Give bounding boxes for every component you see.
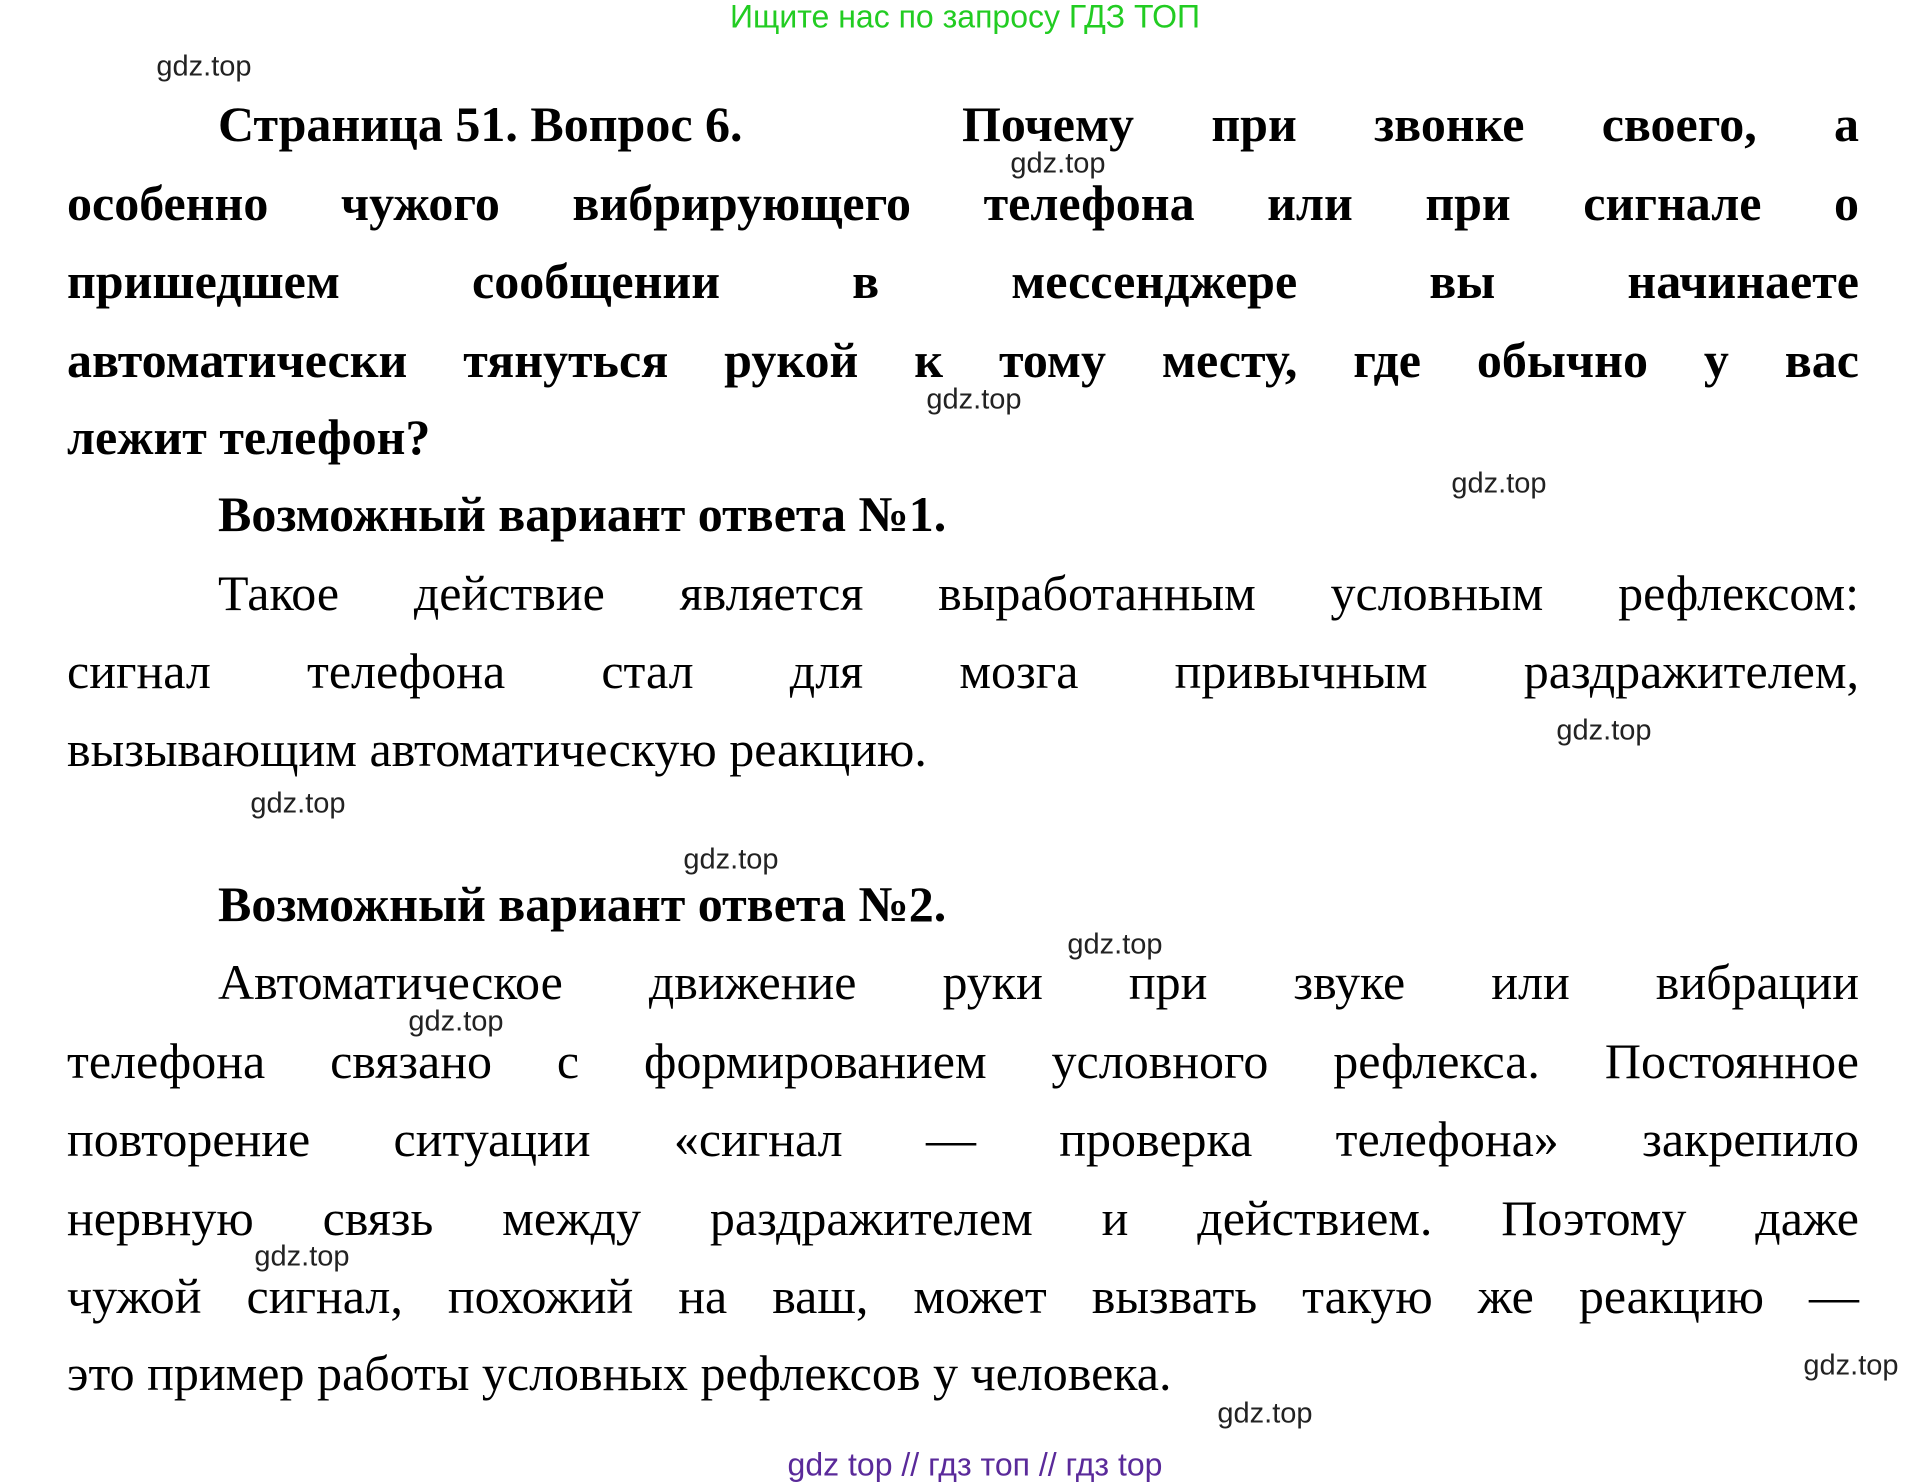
answer2-line: чужой сигнал, похожий на ваш, может вызвать такую же реакцию — [67, 1268, 1859, 1324]
search-banner: Ищите нас по запросу ГДЗ ТОП [730, 0, 1200, 35]
answer2-line: телефона связано с формированием условного рефлекса. Постоянное [67, 1033, 1859, 1089]
footer-banner: gdz top // гдз топ // гдз top [787, 1446, 1163, 1483]
question-text-line: пришедшем сообщении в мессенджере вы начинаете [67, 253, 1859, 309]
watermark: gdz.top [408, 1005, 504, 1038]
watermark: gdz.top [250, 787, 346, 820]
answer2-line: нервную связь между раздражителем и действием. Поэтому даже [67, 1190, 1859, 1246]
watermark: gdz.top [1803, 1349, 1899, 1382]
answer1-line: Такое действие является выработанным условным рефлексом: [218, 565, 1859, 621]
answer2-line: Автоматическое движение руки при звуке или вибрации [218, 954, 1859, 1010]
answer1-line: сигнал телефона стал для мозга привычным раздражителем, [67, 643, 1859, 699]
watermark: gdz.top [254, 1240, 350, 1273]
watermark: gdz.top [1451, 467, 1547, 500]
watermark: gdz.top [1067, 928, 1163, 961]
answer2-heading: Возможный вариант ответа №2. [218, 876, 947, 932]
answer1-line: вызывающим автоматическую реакцию. [67, 721, 927, 777]
watermark: gdz.top [1556, 714, 1652, 747]
watermark: gdz.top [926, 383, 1022, 416]
question-text-line: лежит телефон? [67, 409, 431, 465]
question-text-line: особенно чужого вибрирующего телефона или при сигнале о [67, 175, 1859, 231]
answer2-line: это пример работы условных рефлексов у человека. [67, 1345, 1172, 1401]
watermark: gdz.top [683, 843, 779, 876]
answer1-heading: Возможный вариант ответа №1. [218, 486, 947, 542]
watermark: gdz.top [156, 50, 252, 83]
answer2-line: повторение ситуации «сигнал — проверка телефона» закрепило [67, 1111, 1859, 1167]
watermark: gdz.top [1217, 1397, 1313, 1430]
watermark: gdz.top [1010, 147, 1106, 180]
question-text-line: Почему при звонке своего, а [962, 96, 1859, 152]
question-text-line: автоматически тянуться рукой к тому месту, где обычно у вас [67, 332, 1859, 388]
question-label: Страница 51. Вопрос 6. [218, 96, 743, 152]
